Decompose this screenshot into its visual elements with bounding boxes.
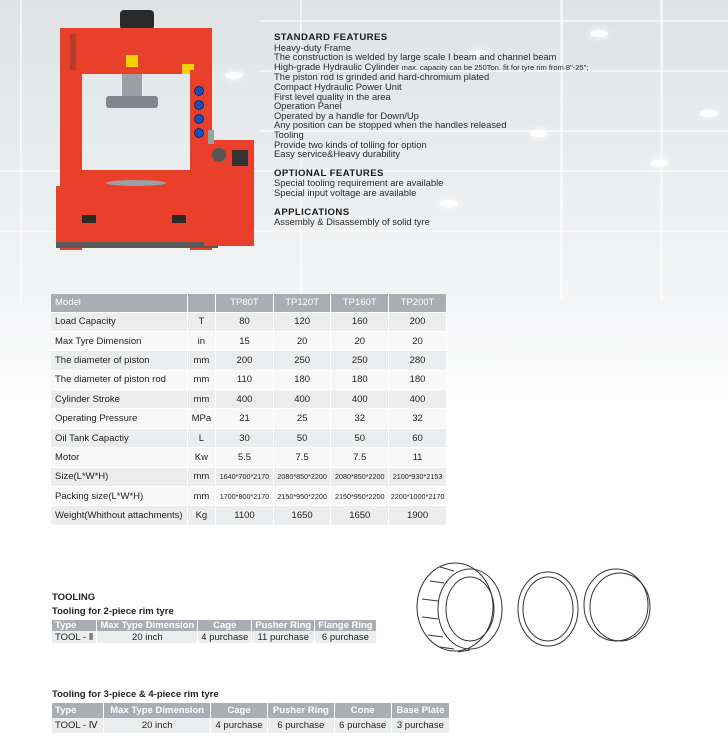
spec-label: Operating Pressure — [51, 409, 187, 428]
cell-cone: 6 purchase — [334, 718, 391, 733]
feature-item: First level quality in the area — [274, 90, 391, 102]
spec-label: Cylinder Stroke — [51, 390, 187, 409]
spec-value: 400 — [331, 390, 389, 409]
feature-item: Any position can be stopped when the handles released — [274, 119, 507, 131]
three-piece-subtitle: Tooling for 3-piece & 4-piece rim tyre — [52, 689, 219, 700]
pusher-ring-drawing — [518, 572, 578, 646]
spec-label: Packing size(L*W*H) — [51, 487, 187, 506]
spec-header-row — [51, 294, 447, 312]
spec-row — [51, 487, 447, 506]
spec-value: 7.5 — [273, 448, 331, 467]
feature-item-text: High-grade Hydraulic Cylinder — [274, 60, 400, 72]
spec-label: Weight(Whithout attachments) — [51, 506, 187, 525]
col-header-pusher-ring: Pusher Ring — [252, 620, 315, 631]
spec-unit: mm — [187, 390, 216, 409]
three-piece-row — [52, 718, 450, 733]
cell-cage: 4 purchase — [198, 631, 252, 643]
spec-value: 400 — [273, 390, 331, 409]
feature-item: Easy service&Heavy durability — [274, 148, 401, 160]
feature-item: Operated by a handle for Down/Up — [274, 109, 419, 121]
spec-value: 2150*950*2200 — [273, 487, 331, 506]
cell-max-dimension: 20 inch — [97, 631, 198, 643]
spec-value: 200 — [216, 351, 274, 370]
spec-value: 50 — [273, 428, 331, 447]
spec-unit: Kw — [187, 448, 216, 467]
applications-heading: APPLICATIONS — [274, 206, 350, 218]
spec-value: 120 — [273, 312, 331, 331]
tooling-rings-drawing — [410, 555, 660, 665]
spec-row — [51, 331, 447, 350]
col-header-flange-ring: Flange Ring — [315, 620, 376, 631]
spec-value: 25 — [273, 409, 331, 428]
features-section — [274, 33, 714, 227]
feature-item: The construction is welded by large scale I beam and channel beam — [274, 51, 557, 63]
spec-value: 400 — [389, 390, 447, 409]
tooling-title: TOOLING — [52, 592, 96, 603]
col-header-tp160t: TP160T — [331, 294, 389, 312]
two-piece-row — [52, 631, 376, 643]
col-header-tp200t: TP200T — [389, 294, 447, 312]
cell-pusher-ring: 6 purchase — [268, 718, 335, 733]
spec-row — [51, 467, 447, 486]
spec-table — [51, 294, 447, 526]
spec-value: 250 — [273, 351, 331, 370]
standard-features-heading: STANDARD FEATURES — [274, 32, 388, 43]
spec-unit: mm — [187, 487, 216, 506]
feature-item: Tooling — [274, 128, 304, 140]
spec-value: 200 — [389, 312, 447, 331]
spec-value: 1640*700*2170 — [216, 467, 274, 486]
feature-item: Provide two kinds of tolling for option — [274, 138, 427, 150]
flange-ring-drawing — [584, 569, 650, 641]
spec-row — [51, 428, 447, 447]
spec-value: 1650 — [273, 506, 331, 525]
col-header-cone: Cone — [334, 703, 391, 718]
spec-value: 2080*850*2200 — [331, 467, 389, 486]
col-header-max-dimension: Max Type Dimension — [104, 703, 211, 718]
spec-label: The diameter of piston — [51, 351, 187, 370]
spec-value: 2080*850*2200 — [273, 467, 331, 486]
col-header-max-dimension: Max Type Dimension — [97, 620, 198, 631]
col-header-tp120t: TP120T — [273, 294, 331, 312]
spec-unit: mm — [187, 370, 216, 389]
spec-row — [51, 409, 447, 428]
hydraulic-press-image — [52, 10, 262, 255]
spec-row — [51, 312, 447, 331]
cage-ring-drawing — [417, 563, 502, 652]
spec-value: 2200*1000*2170 — [389, 487, 447, 506]
spec-label: Oil Tank Capactiy — [51, 428, 187, 447]
spec-label: Size(L*W*H) — [51, 467, 187, 486]
spec-value: 250 — [331, 351, 389, 370]
spec-value: 50 — [331, 428, 389, 447]
spec-value: 160 — [331, 312, 389, 331]
spec-value: 15 — [216, 331, 274, 350]
spec-label: The diameter of piston rod — [51, 370, 187, 389]
spec-row — [51, 390, 447, 409]
spec-unit: L — [187, 428, 216, 447]
three-piece-header-row — [52, 703, 450, 718]
spec-value: 20 — [273, 331, 331, 350]
two-piece-subtitle: Tooling for 2-piece rim tyre — [52, 606, 174, 617]
cell-pusher-ring: 11 purchase — [252, 631, 315, 643]
spec-label: Motor — [51, 448, 187, 467]
spec-value: 1700*800*2170 — [216, 487, 274, 506]
spec-value: 21 — [216, 409, 274, 428]
spec-value: 60 — [389, 428, 447, 447]
spec-table-body — [51, 312, 447, 525]
spec-value: 30 — [216, 428, 274, 447]
spec-value: 2150*950*2200 — [331, 487, 389, 506]
spec-value: 2100*930*2153 — [389, 467, 447, 486]
two-piece-header-row — [52, 620, 376, 631]
spec-value: 180 — [273, 370, 331, 389]
spec-value: 400 — [216, 390, 274, 409]
spec-unit: in — [187, 331, 216, 350]
cell-cage: 4 purchase — [210, 718, 267, 733]
feature-item: Compact Hydraulic Power Unit — [274, 80, 402, 92]
col-header-type: Type — [52, 620, 97, 631]
cell-type: TOOL - Ⅱ — [52, 631, 97, 643]
spec-value: 1900 — [389, 506, 447, 525]
optional-features-heading: OPTIONAL FEATURES — [274, 167, 384, 179]
col-header-cage: Cage — [210, 703, 267, 718]
spec-row — [51, 351, 447, 370]
spec-value: 110 — [216, 370, 274, 389]
cell-max-dimension: 20 inch — [104, 718, 211, 733]
spec-label: Load Capacity — [51, 312, 187, 331]
cell-base-plate: 3 purchase — [391, 718, 449, 733]
feature-item: Heavy-duty Frame — [274, 41, 352, 53]
spec-value: 180 — [389, 370, 447, 389]
optional-item: Special tooling requirement are available — [274, 177, 444, 189]
cell-flange-ring: 6 purchase — [315, 631, 376, 643]
spec-label: Max Tyre Dimension — [51, 331, 187, 350]
col-header-tp80t: TP80T — [216, 294, 274, 312]
col-header-model: Model — [51, 294, 187, 312]
three-piece-tooling-table — [52, 703, 450, 733]
spec-value: 280 — [389, 351, 447, 370]
spec-row — [51, 370, 447, 389]
optional-item: Special input voltage are available — [274, 186, 417, 198]
feature-item-note: max. capacity can be 250Ton. fit for tyre rim from 8"-25"; — [401, 62, 589, 72]
spec-value: 180 — [331, 370, 389, 389]
spec-value: 5.5 — [216, 448, 274, 467]
application-item: Assembly & Disassembly of solid tyre — [274, 216, 430, 228]
spec-unit: Kg — [187, 506, 216, 525]
spec-value: 20 — [389, 331, 447, 350]
spec-value: 1100 — [216, 506, 274, 525]
col-header-cage: Cage — [198, 620, 252, 631]
col-header-type: Type — [52, 703, 104, 718]
col-header-unit — [187, 294, 216, 312]
spec-value: 1650 — [331, 506, 389, 525]
spec-value: 11 — [389, 448, 447, 467]
spec-value: 80 — [216, 312, 274, 331]
spec-value: 20 — [331, 331, 389, 350]
spec-unit: T — [187, 312, 216, 331]
spec-unit: MPa — [187, 409, 216, 428]
spec-value: 32 — [389, 409, 447, 428]
col-header-base-plate: Base Plate — [391, 703, 449, 718]
feature-item: The piston rod is grinded and hard-chromium plated — [274, 71, 490, 83]
two-piece-tooling-table — [52, 620, 377, 643]
cell-type: TOOL - Ⅳ — [52, 718, 104, 733]
spec-row — [51, 506, 447, 525]
spec-value: 7.5 — [331, 448, 389, 467]
spec-row — [51, 448, 447, 467]
col-header-pusher-ring: Pusher Ring — [268, 703, 335, 718]
spec-value: 32 — [331, 409, 389, 428]
feature-item: Operation Panel — [274, 100, 342, 112]
spec-unit: mm — [187, 467, 216, 486]
spec-unit: mm — [187, 351, 216, 370]
